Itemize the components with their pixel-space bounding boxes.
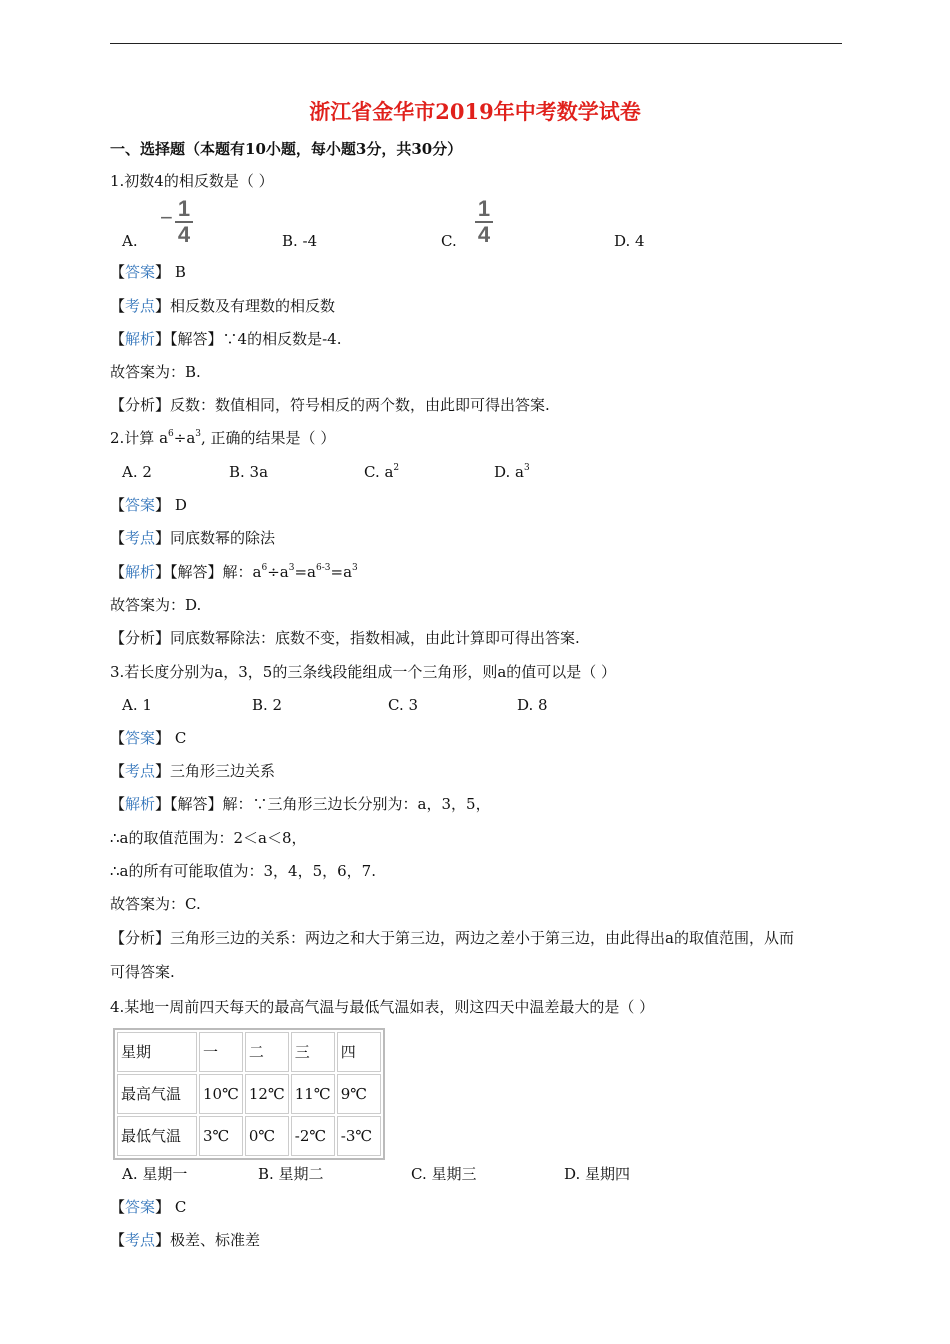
q3-answer: 【答案】 C xyxy=(110,729,187,747)
q4-answer: 【答案】 C xyxy=(110,1198,187,1216)
q1-option-c-denominator: 4 xyxy=(477,222,491,247)
q4-option-a: A. 星期一 xyxy=(122,1165,188,1183)
q2-option-a: A. 2 xyxy=(122,463,152,481)
q1-option-c-numerator: 1 xyxy=(477,196,491,221)
table-cell: 0℃ xyxy=(245,1116,289,1156)
q4-stem: 4.某地一周前四天每天的最高气温与最低气温如表，则这四天中温差最大的是（ ） xyxy=(110,998,655,1016)
table-cell: 12℃ xyxy=(245,1074,289,1114)
table-cell: 三 xyxy=(291,1032,335,1072)
table-cell: 11℃ xyxy=(291,1074,335,1114)
table-cell: 一 xyxy=(199,1032,243,1072)
q2-analysis: 【解析】【解答】解：$a^6\div a^3=a^{6-3}=a^3$ xyxy=(110,563,358,581)
q1-option-a-fraction xyxy=(175,198,193,246)
q2-option-b: B. 3a xyxy=(229,463,269,481)
q4-option-d: D. 星期四 xyxy=(564,1165,631,1183)
section-heading: 一、选择题（本题有10小题，每小题3分，共30分） xyxy=(110,140,463,158)
q3-option-b: B. 2 xyxy=(252,696,283,714)
q3-point: 【考点】三角形三边关系 xyxy=(110,762,276,780)
q3-option-c: C. 3 xyxy=(388,696,419,714)
page-title: 浙江省金华市2019年中考数学试卷 xyxy=(309,99,641,124)
table-cell: 10℃ xyxy=(199,1074,243,1114)
q1-answer: 【答案】 B xyxy=(110,263,186,281)
q1-option-b: B. -4 xyxy=(282,232,318,250)
q4-point: 【考点】极差、标准差 xyxy=(110,1231,261,1249)
table-row xyxy=(117,1074,381,1114)
q3-range: ∴a的取值范围为：2＜a＜8， xyxy=(110,829,307,847)
q3-option-d: D. 8 xyxy=(517,696,548,714)
table-cell: 星期 xyxy=(117,1032,197,1072)
q1-option-c-fraction xyxy=(475,198,493,246)
table-cell: -3℃ xyxy=(337,1116,381,1156)
table-cell: 9℃ xyxy=(337,1074,381,1114)
q2-answer: 【答案】 D xyxy=(110,496,187,514)
header-rule xyxy=(110,43,842,44)
temperature-table xyxy=(113,1028,385,1160)
q1-option-a-numerator: 1 xyxy=(177,196,191,221)
q1-conclusion: 故答案为：B. xyxy=(110,363,201,381)
table-cell: 四 xyxy=(337,1032,381,1072)
table-row xyxy=(117,1032,381,1072)
table-cell: 最低气温 xyxy=(117,1116,197,1156)
q3-stem: 3.若长度分别为a，3，5的三条线段能组成一个三角形，则a的值可以是（ ） xyxy=(110,663,617,681)
q3-fenxi-continued: 可得答案. xyxy=(110,963,175,981)
table-cell: 二 xyxy=(245,1032,289,1072)
q4-option-c: C. 星期三 xyxy=(411,1165,477,1183)
q1-point: 【考点】相反数及有理数的相反数 xyxy=(110,297,336,315)
q2-fenxi: 【分析】同底数幂除法：底数不变，指数相减，由此计算即可得出答案. xyxy=(110,629,580,647)
table-cell: 最高气温 xyxy=(117,1074,197,1114)
q1-option-d: D. 4 xyxy=(614,232,645,250)
q1-option-a-label: A. xyxy=(122,232,138,250)
table-cell: -2℃ xyxy=(291,1116,335,1156)
q1-option-a-denominator: 4 xyxy=(177,222,191,247)
q2-stem: 2.计算 $a^6\div a^3$, 正确的结果是（ ） xyxy=(110,429,336,447)
q3-values: ∴a的所有可能取值为：3，4，5，6，7. xyxy=(110,862,376,880)
q1-option-a-minus: − xyxy=(160,205,173,230)
q2-option-d: D. $a^3$ xyxy=(494,463,530,481)
q3-fenxi: 【分析】三角形三边的关系：两边之和大于第三边，两边之差小于第三边，由此得出a的取值范围，从而 xyxy=(110,929,794,947)
q2-point: 【考点】同底数幂的除法 xyxy=(110,529,276,547)
q1-stem: 1.初数4的相反数是（ ） xyxy=(110,172,274,190)
q1-option-c-label: C. xyxy=(441,232,457,250)
q3-conclusion: 故答案为：C. xyxy=(110,895,201,913)
q2-option-c: C. $a^2$ xyxy=(364,463,400,481)
q1-fenxi: 【分析】反数：数值相同，符号相反的两个数，由此即可得出答案. xyxy=(110,396,550,414)
q1-analysis: 【解析】【解答】∵4的相反数是-4. xyxy=(110,330,342,348)
q2-conclusion: 故答案为：D. xyxy=(110,596,202,614)
q3-analysis: 【解析】【解答】解：∵三角形三边长分别为：a，3，5， xyxy=(110,795,491,813)
q3-option-a: A. 1 xyxy=(122,696,152,714)
q4-option-b: B. 星期二 xyxy=(258,1165,324,1183)
table-cell: 3℃ xyxy=(199,1116,243,1156)
table-row xyxy=(117,1116,381,1156)
